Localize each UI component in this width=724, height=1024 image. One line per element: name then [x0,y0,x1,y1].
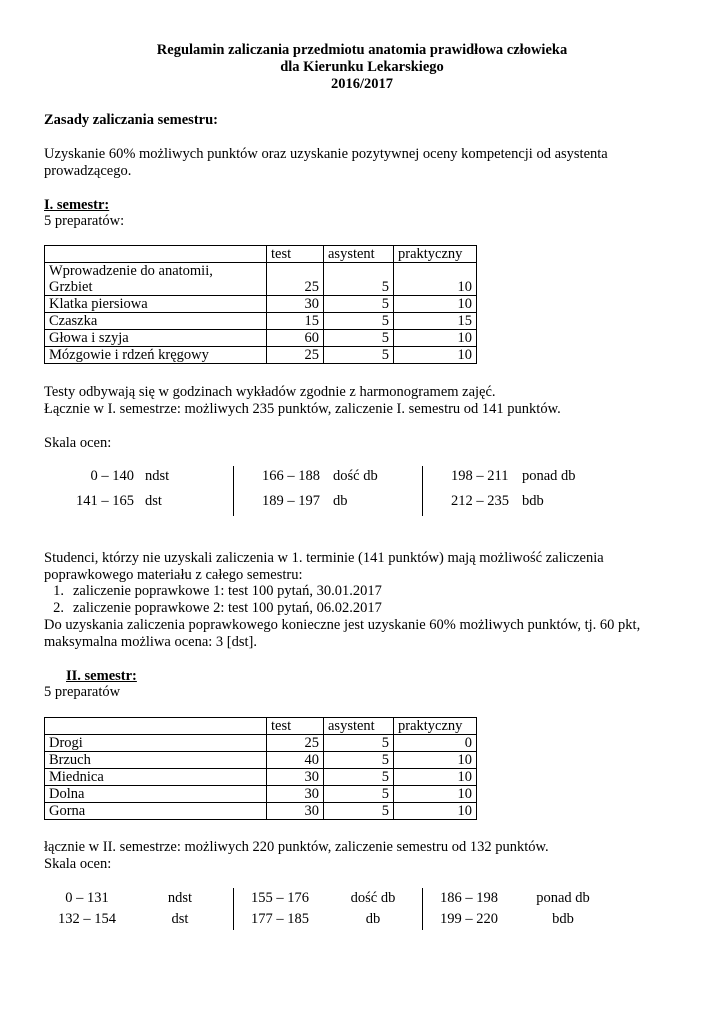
scale-range: 199 – 220 [440,911,498,927]
cell-asystent: 5 [324,803,394,820]
cell-asystent: 5 [324,347,394,364]
list-item-number: 1. [53,583,64,599]
scale-grade: dość db [350,890,396,906]
cell-praktyczny: 10 [394,786,477,803]
row-label: Czaszka [45,313,267,330]
cell-praktyczny: 10 [394,296,477,313]
row-label: Brzuch [45,752,267,769]
sem1-table [44,245,477,364]
cell-test: 25 [267,263,324,296]
table-row [45,263,477,296]
scale-grade: ndst [167,890,193,906]
cell-test: 25 [267,347,324,364]
scale-grade: db [333,493,348,509]
table-row [45,769,477,786]
cell-test: 30 [267,803,324,820]
sem2-table [44,717,477,820]
cell-test: 60 [267,330,324,347]
col-header-test: test [267,246,324,263]
cell-test: 15 [267,313,324,330]
scale-grade: ponad db [522,468,576,484]
scale-divider [233,466,234,516]
table-row [45,803,477,820]
row-label-line1: Wprowadzenie do anatomii, [49,263,213,279]
cell-asystent: 5 [324,752,394,769]
scale-range: 212 – 235 [451,493,509,509]
scale-divider [422,888,423,930]
scale-divider [422,466,423,516]
table-row [45,786,477,803]
cell-asystent: 5 [324,330,394,347]
table-row [45,752,477,769]
scale-range: 0 – 131 [65,890,109,906]
scale-range: 166 – 188 [262,468,320,484]
scale-grade: dst [171,911,189,927]
list-item [44,583,382,600]
scale-range: 189 – 197 [262,493,320,509]
sem1-note1: Testy odbywają się w godzinach wykładów zgodnie z harmonogramem zajęć. [44,384,496,400]
row-label-line2: Grzbiet [49,279,93,295]
cell-asystent: 5 [324,313,394,330]
sem2-subheading: 5 preparatów [44,684,121,700]
scale-grade: db [365,911,381,927]
scale-grade: ponad db [536,890,590,906]
doc-title-year: 2016/2017 [330,76,394,92]
col-header-praktyczny: praktyczny [394,246,477,263]
scale-grade: ndst [145,468,170,484]
retake-line1: Studenci, którzy nie uzyskali zaliczenia w 1. terminie (141 punktów) mają możliwość zaliczenia [44,550,604,566]
scale-range: 0 – 140 [90,468,134,484]
scale-grade: bdb [552,911,574,927]
retake-note-line2: maksymalna możliwa ocena: 3 [dst]. [44,634,258,650]
doc-title-line2: dla Kierunku Lekarskiego [280,59,444,75]
table-header-empty [45,246,267,263]
scale-range: 141 – 165 [76,493,134,509]
cell-praktyczny: 15 [394,313,477,330]
cell-praktyczny: 10 [394,330,477,347]
col-header-praktyczny: praktyczny [394,718,477,735]
row-label: Drogi [45,735,267,752]
scale-grade: dość db [333,468,378,484]
table-header-empty [45,718,267,735]
rules-text-line1: Uzyskanie 60% możliwych punktów oraz uzyskanie pozytywnej oceny kompetencji od asystenta [44,146,608,162]
row-label: Klatka piersiowa [45,296,267,313]
sem1-subheading: 5 preparatów: [44,213,125,229]
scale-divider [233,888,234,930]
table-header-row [45,718,477,735]
cell-praktyczny: 10 [394,752,477,769]
retake-note-line1: Do uzyskania zaliczenia poprawkowego konieczne jest uzyskanie 60% możliwych punktów, tj. 60 pkt, [44,617,641,633]
cell-test: 30 [267,296,324,313]
scale-range: 186 – 198 [440,890,498,906]
list-item-number: 2. [53,600,64,616]
cell-asystent: 5 [324,769,394,786]
table-row [45,347,477,364]
table-row [45,313,477,330]
retake-line2: poprawkowego materiału z całego semestru: [44,567,303,583]
cell-test: 30 [267,769,324,786]
cell-asystent: 5 [324,296,394,313]
row-label: Gorna [45,803,267,820]
cell-praktyczny: 0 [394,735,477,752]
rules-heading: Zasady zaliczania semestru: [44,112,218,128]
cell-praktyczny: 10 [394,347,477,364]
col-header-asystent: asystent [324,718,394,735]
sem2-heading: II. semestr: [66,668,137,684]
scale-grade: dst [145,493,162,509]
sem1-heading: I. semestr: [44,197,110,213]
scale-range: 155 – 176 [251,890,309,906]
row-label [45,263,267,296]
col-header-test: test [267,718,324,735]
list-item-text: zaliczenie poprawkowe 2: test 100 pytań, 06.02.2017 [73,600,382,616]
cell-test: 25 [267,735,324,752]
col-header-asystent: asystent [324,246,394,263]
scale-range: 177 – 185 [251,911,309,927]
table-row [45,735,477,752]
row-label: Mózgowie i rdzeń kręgowy [45,347,267,364]
list-item-text: zaliczenie poprawkowe 1: test 100 pytań, 30.01.2017 [73,583,382,599]
cell-asystent: 5 [324,263,394,296]
rules-text-line2: prowadzącego. [44,163,132,179]
cell-asystent: 5 [324,735,394,752]
table-row [45,330,477,347]
doc-title-line1: Regulamin zaliczania przedmiotu anatomia prawidłowa człowieka [156,42,568,58]
row-label: Głowa i szyja [45,330,267,347]
cell-praktyczny: 10 [394,769,477,786]
sem2-note: łącznie w II. semestrze: możliwych 220 punktów, zaliczenie semestru od 132 punktów. [44,839,549,855]
table-row [45,296,477,313]
scale-range: 132 – 154 [58,911,116,927]
sem1-note2: Łącznie w I. semestrze: możliwych 235 punktów, zaliczenie I. semestru od 141 punktów. [44,401,561,417]
row-label: Dolna [45,786,267,803]
cell-test: 40 [267,752,324,769]
row-label: Miednica [45,769,267,786]
table-header-row [45,246,477,263]
cell-praktyczny: 10 [394,803,477,820]
cell-asystent: 5 [324,786,394,803]
scale-grade: bdb [522,493,544,509]
scale-range: 198 – 211 [451,468,509,484]
list-item [44,600,382,617]
sem1-scale-label: Skala ocen: [44,435,112,451]
sem2-scale-label: Skala ocen: [44,856,112,872]
cell-praktyczny: 10 [394,263,477,296]
cell-test: 30 [267,786,324,803]
